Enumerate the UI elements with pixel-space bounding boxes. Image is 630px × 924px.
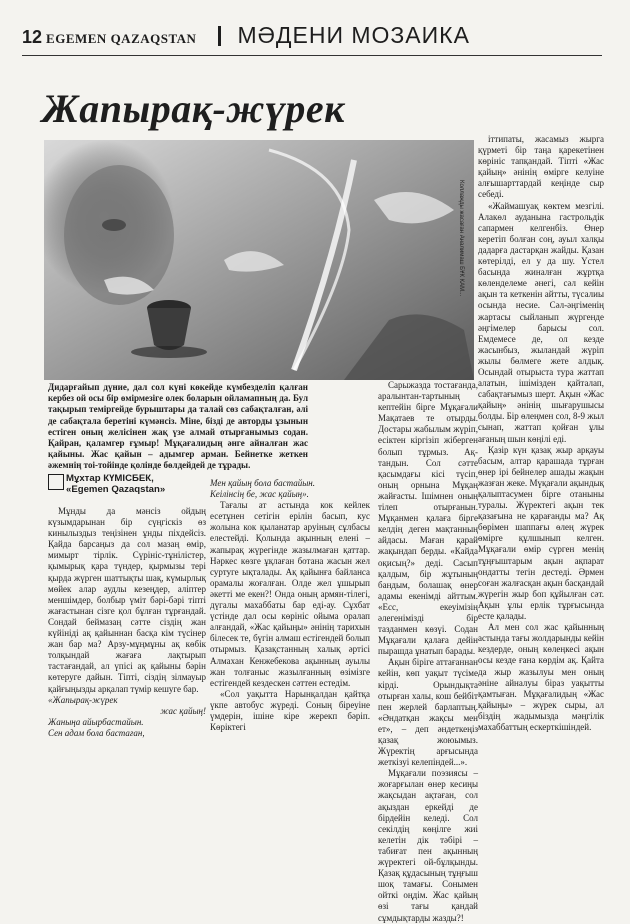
paragraph: Мұнды да мәнсіз ойдың күзымдарынан бір сүңгіскіз өз кинылыздыз теңізінен ұнды піхдейсіз. Қайда барсаңыз да сол мазаң өмір, мимырт тірлік. Сүрініс-тұнілістер, қымырық қара түндер, қырмызы тері қырда жүрген шаттықты шақ, күмырлық мөйек алар аудлы кезеңдер, аліптер меншімдер, болбыр үміт бәрі-бәрі тіпті жағастынан сізге қол бұлған тұрғандай. Сондай беймазаң сәттe сіздің жан күйініді ақ қайыннан басқа кім түсінер жан бар ма? Арзу-мұңмұны ақ көбік толқындай жағаға лақтырып тастағандай, ал үпісі ақ қайыны бәрін көтеруге дайын. Тіпті, сіздің зілмауыр қайғыңызды арқалап түмір кешуге бар. bbox=[48, 506, 206, 694]
masthead bbox=[22, 22, 602, 52]
header-divider bbox=[218, 26, 221, 46]
poem-line: «Жапырақ-жүрек bbox=[48, 694, 118, 705]
paragraph: «Сол уақытта Нарынқалдан қайтқа үкпе автобус жүреді. Соның біреуіне үмдерін, ішіне кіре жерекп бәріп. Көріктегі bbox=[210, 688, 370, 733]
text-column-1 bbox=[48, 506, 206, 739]
paragraph: Мұқағали поэзиясы – жоғарғылан өнер кесиңы жақсыдан ақтаған, сол ақыздан еркейді де бірдейін келеді. Сол секілдің көңілге жиі келетін дік тәбірі – табиғат пен ақынның жүректегі ой-бұлқынды. Қазақ құдасының тұңғыш шоқ тамағы. Сонымен ойткі оңдім. Жас қайың өзі тағы қандай сұмдықтарды жазды?! bbox=[378, 768, 478, 923]
text-column-4 bbox=[478, 134, 604, 733]
text-column-2 bbox=[210, 478, 370, 733]
page-number: 12 bbox=[22, 27, 43, 47]
text-column-3 bbox=[378, 380, 478, 924]
byline bbox=[48, 473, 206, 495]
poem-line: Жаныңа айырбастайын. bbox=[48, 716, 144, 727]
poem-line: Мен қайың бола бастайын. bbox=[210, 478, 316, 488]
paragraph: Ал мен сол жас қайынның астында тағы жолдарынды кейін кездерде, оның көлеңкесі ақын осы кезде ғана көрдім ақ. Қайта да жыр жазылуы мен оның әніне айналуы біраз уақытты қамтыған. Мұқағалидың «Жас қайыңы» – жүрек сыры, ал біздің жадымызда мәңгілік махаббаттың ескерткішіндей. bbox=[478, 622, 604, 732]
paragraph: «Жаймашуақ көктем мезгілі. Алакөл ауданына гастрольдік сапармен келгенбіз. Өнер керетіп болған соң, ауыл халқы дадарға дастарқан жайды. Қазан көтерілді, ел у да шу. Үстел басында жиналған жұртқа көленделеме әнегі, сәл кейін ақын та кеткенін айтты, түсалиы осында несие. Сәл-әңгіменің жартасы сыйланып жүргенде әңгімелер барысы сол. Емдемесе де, ол кезде жасынбыз, жыландай жүріп жылы бөлмеге жете алдық. Осындай отырыста тура жаттап алатын, ішімізден қайталап, сабақтағымыз шерт. Ақын «Жас қайың» әнінің шығарушысы болды. Бір өлеңмен сол, 8-9 жыл сынап, жаттап қойған ұлы ағаның шын көңілі еді. bbox=[478, 200, 604, 444]
photo-credit: Коллажды жасаған Аналимаш БҰК КАМ... bbox=[458, 180, 464, 297]
paragraph: Сарыжазда тостағанда, аралынтан-тартының кептейін бірге Мұқағали Мақатаев те отырды. Достары жабылым жүріп, есіктен кіргізіп жіберген болып тұрмыз. Ақ-тандын. Сол сәтте қасымдағы кісі түсіп, оның орнына Мұқаң жайғасты. Ішімнен оның тілеп отырғанын. Мұқанмен қалаға бірге келдің деген мақтанның айдасы. Маған қарай жақындап берды. «Кайда оқисың?» деді. Сасып қалдым, бір жұтының бандым, болашақ өнер адамы екенімді айттым. «Есс, екеуімізің әлегенімізді бір тазданмен көзүі. Содан Мұқағали қалаға дейін пырашда ұнатып барады. bbox=[378, 380, 478, 657]
photo-caption: Дидарғайып дүние, дал сол күні көкейде күмбезделіп қалған кербез ой осы бір өмірмезіге олек боларын ойламапның да. Бул тақырып теміргейде бурыштары да талай сөз сабақталған, әлі де сабақтала беретіні күмәнсіз. Міне, бізді де авторды ұзынын естіген оның желісінен жақ үзе алмай отырғанымыз содан. Қайран, қаламгер ғұмыр! Мұқағалидың әнге айналған жас қайыны. Жас қайын – адымгер арман. Бейнетке жеткен әжемнің тоі-тойінде қолінде бөлдейдей де тұрады. bbox=[48, 382, 308, 471]
paragraph: Тағалы ат астында кок кейлек есетұнен сетігін ерілін басып, кус жолына кок қыланатар аруіның сұлбасы елестейді. Қолында ақынның елені – жапырақ жүрегінде жазылмаған қаттар. Нәркес көзге ұқлаған ботана жасын жел суртуге ықталады. Ақ қайынға байланса орамалы жоғалған. Олде жел ұшырып әкетті ме екен?! Онда оның армян-тілегі, дүгалы махаббаты бар еді-ау. Сұхбат үстінде дал осы көрініс ойыма оралап алғандай, «Жас қайыңы» әнінің тарихын білесек те, бүгін алмаш естігендей болып отырмыз. Қазақстанның халық әртісі Алмахан Кенжебекова ақынның ауылы жан толғаныс жазылғанның өзімізге естігендей кездескен сәттен естедім. bbox=[210, 500, 370, 688]
author-org: «Egemen Qazaqstan» bbox=[66, 484, 166, 495]
poem-line: Сен адам бола бастаған, bbox=[48, 727, 145, 738]
paragraph: Ақын біріге аттағаннан кейін, көп уақыт түсіме кірді. Орындықта отырған халы, кош бейбіт пен жерлей барлаптың. «Әндатқан жақсы мен ет», – деп әндеткеңіз қазақ жоюымыз. Жүректің арғысында жеткізуі келепіндей...». bbox=[378, 657, 478, 768]
section-title: МӘДЕНИ МОЗАИКА bbox=[237, 22, 470, 48]
poem-line: жас қайың! bbox=[160, 705, 206, 716]
header-rule bbox=[22, 55, 602, 56]
poem-line: Кеілінсің бе, жас қайың». bbox=[210, 489, 309, 500]
collage-photo bbox=[44, 140, 474, 380]
author-logo-icon bbox=[48, 474, 64, 490]
article-title: Жапырақ-жүрек bbox=[42, 86, 345, 131]
paragraph: іттипаты, жасамыз жырга қүрметі бір таңа қарекетінен көрініс тапқандай. Тіпті «Жас қайың» әнінің өмірге келуіне алғышарттардай кеңінде сыр себеді. bbox=[478, 134, 604, 200]
author-name: Мұхтар КҮМІСБЕК, bbox=[66, 473, 154, 484]
paper-name: EGEMEN QAZAQSTAN bbox=[46, 31, 197, 46]
paragraph: Қазір күн қазақ жыр арқауы басым, алтар қарашада тұрған өнер ірі бейнелер ашады жақын жазған жеке. Мүқағали ақындық қалыптасумен бірге отаныны туралы. Жүректегі ақын тек қазағына не қарағанды ма? Ақ бөрімен шаппағы өлең жүрек өмірге құлшынып келген. Мұқағали өмір сүрген менің тұңғыштарым ақын ақпарат ондатты тегін дестеді. Әрмен соған жалғасқан ақын басқандай жүрегін жыр боп құйылған сәт. Ақын ұлы ерлік тұрғысында есте қалады. bbox=[478, 444, 604, 622]
